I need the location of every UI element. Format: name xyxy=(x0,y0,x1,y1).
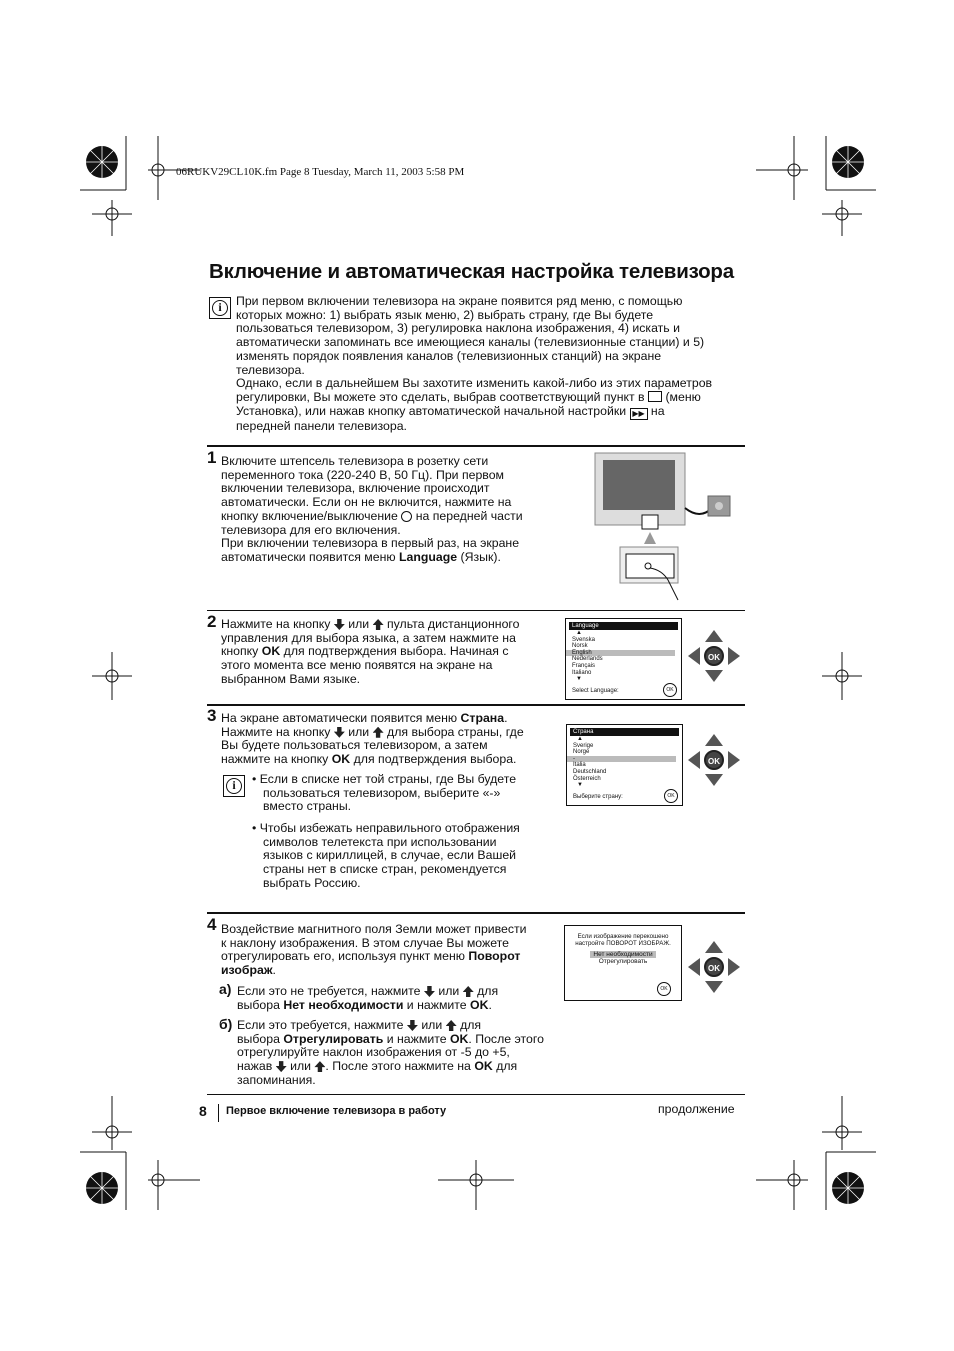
fast-forward-icon: ▶▶ xyxy=(630,408,648,420)
power-icon xyxy=(401,511,412,522)
step4-option-b: Если это требуется, нажмите или для выбора Отрегулировать и нажмите OK. После этого отрегулируйте наклон изображения от -5 до +5, нажав или . После этого нажмите на OK для запоминания. xyxy=(237,1018,544,1087)
ok-button: OK xyxy=(704,957,724,977)
info-icon: i xyxy=(223,775,245,797)
step1-text: Включите штепсель телевизора в розетку сети переменного тока (220-240 В, 50 Гц). При первом включении телевизора, включение происходит автоматически. Если он не включится, нажмите на кнопку включение/выключение на передней части телевизора для его включения. При включении телевизора в первый раз, на экране автоматически появится меню Language (Язык). xyxy=(221,454,523,564)
language-menu: Language ▲ Svenska Norsk English Nederlands Français Italiano ▼ Select Language: OK xyxy=(565,618,682,700)
remote-dpad xyxy=(686,730,742,790)
file-header: 06RUKV29CL10K.fm Page 8 Tuesday, March 11, 2003 5:58 PM xyxy=(176,166,465,178)
footer-section: Первое включение телевизора в работу xyxy=(226,1105,447,1117)
step3-note2: • Чтобы избежать неправильного отображения символов телетекста при использовании языков с кириллицей, в случае, если Вашей страны нет в списке стран, рекомендуется выбрать Россию. xyxy=(252,821,520,890)
step4-option-a: Если это не требуется, нажмите или для выбора Нет необходимости и нажмите OK. xyxy=(237,984,499,1012)
remote-dpad xyxy=(686,626,742,686)
option-b-label: б) xyxy=(219,1016,233,1032)
continued-label: продолжение xyxy=(658,1102,735,1116)
step4-text: Воздействие магнитного поля Земли может привести к наклону изображения. В этом случае Вы можете отрегулировать его, используя пункт меню Поворот изображ. xyxy=(221,922,527,978)
tv-illustration xyxy=(590,450,745,605)
arrow-down-icon xyxy=(334,727,345,738)
step3-note1: • Если в списке нет той страны, где Вы будете пользоваться телевизором, выберите «-» вместо страны. xyxy=(252,772,517,814)
arrow-up-icon xyxy=(463,986,474,997)
remote-dpad xyxy=(686,937,742,997)
rotation-menu: Если изображение перекошено настройте ПОВОРОТ ИЗОБРАЖ. Нет необходимости Отрегулировать OK xyxy=(564,925,682,1001)
step-number: 4 xyxy=(207,915,217,934)
step-number: 2 xyxy=(207,612,217,631)
setup-menu-icon xyxy=(648,391,662,402)
step-number: 1 xyxy=(207,448,217,467)
arrow-down-icon xyxy=(424,986,435,997)
info-icon: i xyxy=(209,297,231,319)
arrow-down-icon xyxy=(334,619,345,630)
ok-button: OK xyxy=(704,750,724,770)
intro-text: При первом включении телевизора на экране появится ряд меню, с помощью которых можно: 1) выбрать язык меню, 2) выбрать страну, где Вы будете пользоваться телевизором, 3) регулировка наклона изображения, 4) искать и автоматически запоминать все имеющиеся каналы (телевизионные станции) и 5) изменять порядок появления каналов (телевизионных станций) на экране телевизора. Однако, если в дальнейшем Вы захотите изменить какой-либо из этих параметров регулировки, Вы можете это сделать, выбрав соответствующий пункт в (меню Установка), или нажав кнопку автоматической начальной настройки ▶▶ на передней панели телевизора. xyxy=(236,294,713,433)
arrow-up-icon xyxy=(446,1020,457,1031)
ok-button: OK xyxy=(704,646,724,666)
step2-text: Нажмите на кнопку или пульта дистанционного управления для выбора языка, а затем нажмите на кнопку OK для подтверждения выбора. Начиная с этого момента все меню появятся на экране на выбранном Вами языке. xyxy=(221,617,520,686)
option-a-label: а) xyxy=(219,981,232,997)
arrow-up-icon xyxy=(373,727,384,738)
arrow-up-icon xyxy=(373,619,384,630)
arrow-up-icon xyxy=(314,1061,325,1072)
page-title: Включение и автоматическая настройка телевизора xyxy=(209,260,734,283)
page-number: 8 xyxy=(199,1103,207,1119)
arrow-down-icon xyxy=(276,1061,287,1072)
step-number: 3 xyxy=(207,706,217,725)
arrow-down-icon xyxy=(407,1020,418,1031)
country-menu: Страна ▲ Sverige Norge - Italia Deutschland Österreich ▼ Выберите страну: OK xyxy=(566,724,683,806)
step3-text: На экране автоматически появится меню Страна. Нажмите на кнопку или для выбора страны, где Вы будете пользоваться телевизором, а затем нажмите на кнопку OK для подтверждения выбора. xyxy=(221,711,524,767)
